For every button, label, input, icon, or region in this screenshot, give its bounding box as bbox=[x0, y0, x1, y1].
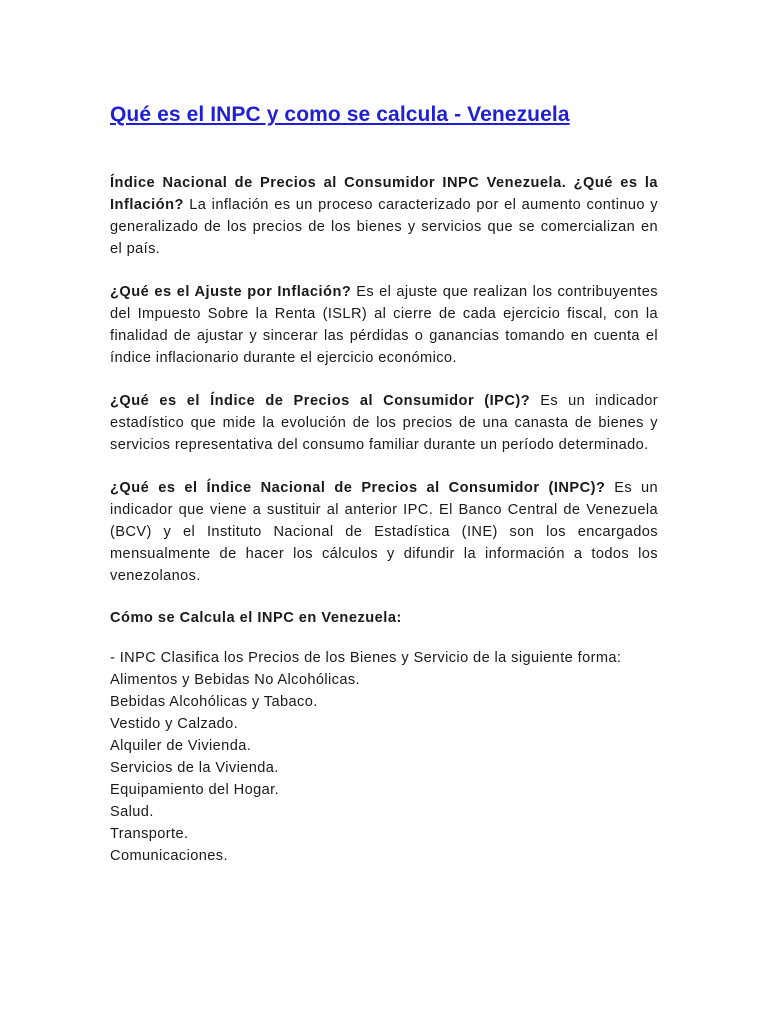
section-heading: Cómo se Calcula el INPC en Venezuela: bbox=[110, 610, 402, 626]
paragraph-heading: ¿Qué es el Índice de Precios al Consumidor (IPC)? bbox=[110, 393, 531, 409]
paragraph-adjustment bbox=[110, 281, 658, 369]
classification-intro: - INPC Clasifica los Precios de los Bienes y Servicio de la siguiente forma: bbox=[110, 650, 622, 666]
paragraph-inflation bbox=[110, 172, 658, 260]
paragraph-heading: ¿Qué es el Índice Nacional de Precios al Consumidor (INPC)? bbox=[110, 480, 606, 496]
paragraph-inpc bbox=[110, 477, 658, 587]
list-item: Alimentos y Bebidas No Alcohólicas. bbox=[110, 672, 361, 688]
paragraph-body: Es el ajuste que realizan los contribuyentes del Impuesto Sobre la Renta (ISLR) al cierre de cada ejercicio fiscal, con la finalidad de ajustar y sincerar las pérdidas o ganancias tomando en cuenta el índice inflacionario durante el ejercicio económico. bbox=[110, 284, 658, 366]
list-item: Bebidas Alcohólicas y Tabaco. bbox=[110, 694, 318, 710]
paragraph-heading: Índice Nacional de Precios al Consumidor INPC Venezuela. ¿Qué es la Inflación? bbox=[110, 175, 658, 213]
list-item: Equipamiento del Hogar. bbox=[110, 782, 280, 798]
list-item: Alquiler de Vivienda. bbox=[110, 738, 252, 754]
list-item: Servicios de la Vivienda. bbox=[110, 760, 279, 776]
paragraph-body: La inflación es un proceso caracterizado por el aumento continuo y generalizado de los precios de los bienes y servicios que se comercializan en el país. bbox=[110, 197, 658, 257]
paragraph-body: Es un indicador estadístico que mide la evolución de los precios de una canasta de bienes y servicios representativa del consumo familiar durante un período determinado. bbox=[110, 393, 658, 453]
list-item: Salud. bbox=[110, 804, 154, 820]
document-page bbox=[110, 100, 658, 867]
list-item: Comunicaciones. bbox=[110, 848, 228, 864]
paragraph-body: Es un indicador que viene a sustituir al anterior IPC. El Banco Central de Venezuela (BCV) y el Instituto Nacional de Estadística (INE) son los encargados mensualmente de hacer los cálculos y difundir la información a todos los venezolanos. bbox=[110, 480, 658, 584]
category-list bbox=[110, 669, 658, 867]
paragraph-heading: ¿Qué es el Ajuste por Inflación? bbox=[110, 284, 352, 300]
list-item: Transporte. bbox=[110, 826, 189, 842]
list-item: Vestido y Calzado. bbox=[110, 716, 239, 732]
paragraph-ipc bbox=[110, 390, 658, 456]
page-title-link[interactable]: Qué es el INPC y como se calcula - Venezuela bbox=[110, 103, 570, 126]
